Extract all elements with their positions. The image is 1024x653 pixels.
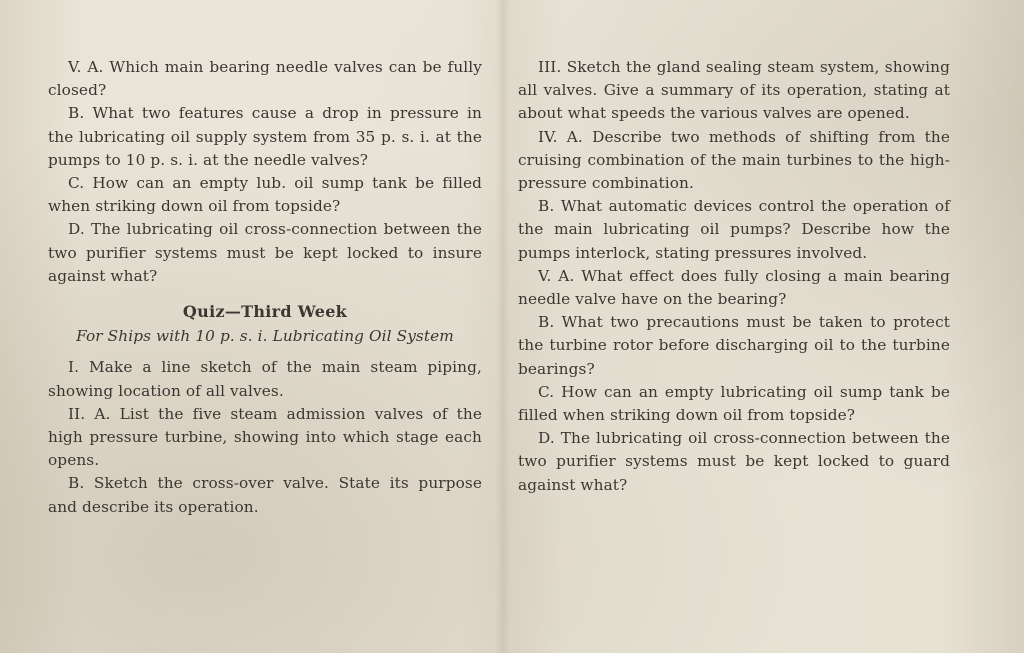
question-paragraph: V. A. Which main bearing needle valves can be fully closed? [48,58,482,100]
question-paragraph: II. A. List the five steam admission valves of the high pressure turbine, showing into which stage each opens. [48,404,482,470]
left-column [48,56,482,519]
question-paragraph: B. What two precautions must be taken to protect the turbine rotor before discharging oil to the turbine bearings? [518,313,950,378]
page-gutter [496,0,510,653]
question-paragraph: B. What two features cause a drop in pressure in the lubricating oil supply system from 35 p. s. i. at the pumps to 10 p. s. i. at the needle valves? [48,104,482,169]
question-paragraph: III. Sketch the gland sealing steam system, showing all valves. Give a summary of its operation, stating at about what speeds the various valves are opened. [518,58,950,123]
question-paragraph: V. A. What effect does fully closing a main bearing needle valve have on the bearing? [518,266,950,309]
section-subheading: For Ships with 10 p. s. i. Lubricating Oil System [76,327,454,346]
right-column [518,56,950,497]
question-paragraph: C. How can an empty lub. oil sump tank be filled when striking down oil from topside? [48,174,482,216]
question-paragraph: D. The lubricating oil cross-connection between the two purifier systems must be kept locked to guard against what? [518,429,950,494]
question-paragraph: B. What automatic devices control the operation of the main lubricating oil pumps? Describe how the pumps interlock, stating pressures involved. [518,197,950,262]
question-paragraph: B. Sketch the cross-over valve. State its purpose and describe its operation. [48,474,482,516]
question-paragraph: IV. A. Describe two methods of shifting from the cruising combination of the main turbines to the high-pressure combination. [518,127,950,193]
question-paragraph: D. The lubricating oil cross-connection between the two purifier systems must be kept locked to insure against what? [48,220,482,285]
section-heading: Quiz—Third Week [182,302,348,322]
question-paragraph: C. How can an empty lubricating oil sump tank be filled when striking down oil from topside? [518,382,950,425]
question-paragraph: I. Make a line sketch of the main steam piping, showing location of all valves. [48,358,482,400]
